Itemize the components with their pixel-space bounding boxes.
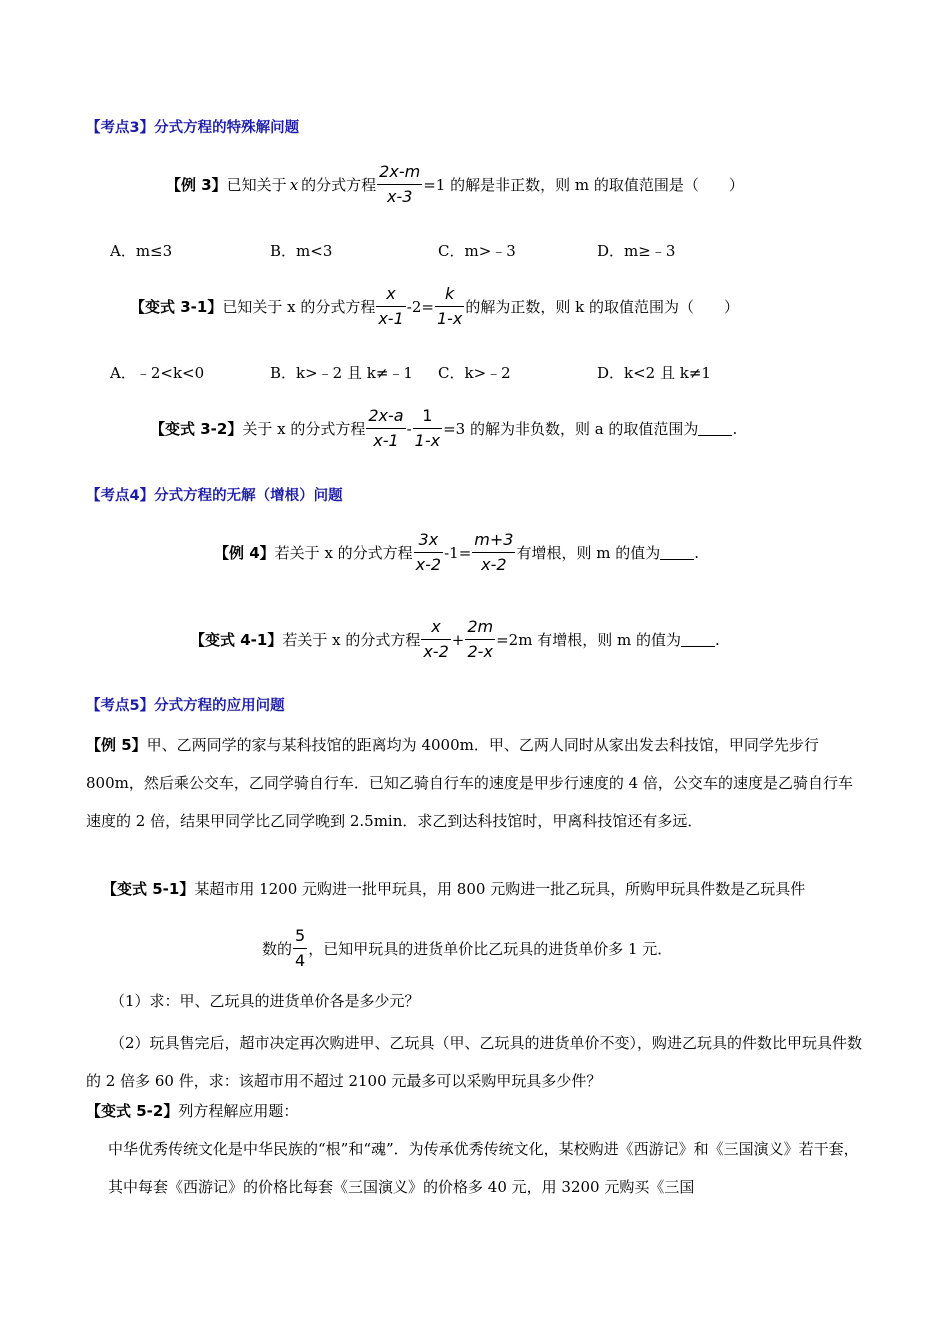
numerator: m+3: [472, 530, 515, 553]
numerator: 1: [413, 406, 442, 429]
numerator: 2m: [465, 617, 495, 640]
example-label: 【例 5】: [86, 736, 147, 754]
fraction: [465, 617, 495, 662]
denominator: x-2: [415, 555, 442, 574]
numerator: x: [376, 284, 405, 307]
section-title-k5: 【考点5】分式方程的应用问题: [86, 698, 285, 714]
variant-5-2: [86, 1096, 298, 1126]
variant-label: 【变式 5-2】: [86, 1102, 179, 1120]
example-label: 【例 3】: [166, 176, 227, 194]
text: =3 的解为非负数，则 a 的取值范围为: [443, 420, 699, 438]
option-d: D．k<2 且 k≠1: [597, 364, 711, 382]
fraction: [472, 530, 515, 575]
text: =1 的解是非正数，则 m 的取值范围是（ ）: [423, 176, 744, 194]
fraction: [366, 406, 405, 451]
example-5: [86, 726, 862, 840]
numerator: 2x-m: [377, 162, 422, 185]
option-a: A．m≤3: [110, 242, 173, 260]
fraction: [421, 617, 450, 662]
denominator: 4: [295, 951, 306, 970]
question-2: （2）玩具售完后，超市决定再次购进甲、乙玩具（甲、乙玩具的进货单价不变），购进乙玩具的件数比甲玩具件数的 2 倍多 60 件，求：该超市用不超过 2100 元最多可以采购甲玩具多少件？: [86, 1034, 863, 1090]
denominator: x-2: [423, 642, 449, 661]
problem-text: 甲、乙两同学的家与某科技馆的距离均为 4000m．甲、乙两人同时从家出发去科技馆，甲同学先步行 800m，然后乘公交车，乙同学骑自行车．已知乙骑自行车的速度是甲步行速度的 4 倍，公交车的速度是乙骑自行车速度的 2 倍，结果甲同学比乙同学晚到 2.5min．求乙到达科技馆时，甲离科技馆还有多远．: [86, 736, 853, 830]
variant-label: 【变式 3-1】: [130, 298, 223, 316]
answer-blank: [698, 421, 732, 436]
numerator: 5: [293, 926, 307, 949]
text: 已知关于: [226, 176, 287, 194]
var: x: [289, 175, 299, 194]
denominator: 1-x: [414, 431, 441, 450]
fraction: [413, 406, 442, 451]
question-1: （1）求：甲、乙玩具的进货单价各是多少元？: [110, 992, 420, 1010]
text: =2m 有增根，则 m 的值为: [496, 631, 681, 649]
variant-3-1: [130, 284, 739, 329]
denominator: x-3: [386, 187, 413, 206]
text: +: [451, 630, 465, 649]
option-a: A．﹣2<k<0: [110, 364, 205, 382]
fraction: [414, 530, 443, 575]
text: -: [406, 419, 412, 438]
answer-blank: [681, 632, 715, 647]
fraction: [435, 284, 464, 329]
variant-5-1-fraction-line: [262, 926, 672, 971]
intro-text: 列方程解应用题：: [178, 1102, 299, 1120]
variant-label: 【变式 5-1】: [102, 880, 195, 898]
answer-blank: [660, 545, 694, 560]
text: .: [732, 419, 738, 438]
fraction: [376, 284, 405, 329]
denominator: x-1: [373, 431, 399, 450]
problem-text: 中华优秀传统文化是中华民族的“根”和“魂”．为传承优秀传统文化，某校购进《西游记》和《三国演义》若干套，其中每套《西游记》的价格比每套《三国演义》的价格多 40 元，用 3200 元购买《三国: [108, 1140, 859, 1196]
variant-5-1: [102, 870, 862, 908]
example-label: 【例 4】: [214, 544, 275, 562]
problem-text: 某超市用 1200 元购进一批甲玩具，用 800 元购进一批乙玩具，所购甲玩具件数是乙玩具件: [194, 880, 806, 898]
text: 的分式方程: [301, 176, 377, 194]
denominator: 2-x: [467, 642, 493, 661]
text: ，已知甲玩具的进货单价比乙玩具的进货单价多 1 元．: [308, 940, 673, 958]
numerator: 2x-a: [366, 406, 405, 429]
denominator: x-1: [378, 309, 404, 328]
variant-label: 【变式 4-1】: [190, 631, 283, 649]
text: -2=: [406, 297, 434, 316]
text: 数的: [262, 940, 293, 958]
variant-3-2: [150, 406, 737, 451]
denominator: x-2: [481, 555, 507, 574]
option-b: B．m<3: [270, 242, 333, 260]
example-3: [166, 162, 744, 207]
numerator: x: [421, 617, 450, 640]
text: -1=: [444, 543, 472, 562]
option-c: C．m>﹣3: [438, 242, 516, 260]
text: 若关于 x 的分式方程: [274, 544, 413, 562]
text: 关于 x 的分式方程: [242, 420, 366, 438]
option-d: D．m≥﹣3: [597, 242, 676, 260]
text: 若关于 x 的分式方程: [282, 631, 421, 649]
text: 已知关于 x 的分式方程: [222, 298, 376, 316]
text: .: [694, 543, 699, 562]
numerator: k: [435, 284, 464, 307]
variant-4-1: [190, 617, 720, 662]
text: 的解为正数，则 k 的取值范围为（ ）: [465, 298, 739, 316]
denominator: 1-x: [436, 309, 463, 328]
text: 有增根，则 m 的值为: [516, 544, 661, 562]
section-title-k4: 【考点4】分式方程的无解（增根）问题: [86, 488, 343, 504]
option-c: C．k>﹣2: [438, 364, 511, 382]
fraction: [377, 162, 422, 207]
numerator: 3x: [414, 530, 443, 553]
fraction: [293, 926, 307, 971]
option-b: B．k>﹣2 且 k≠﹣1: [270, 364, 413, 382]
section-title-k3: 【考点3】分式方程的特殊解问题: [86, 120, 300, 136]
variant-label: 【变式 3-2】: [150, 420, 243, 438]
example-4: [214, 530, 699, 575]
text: .: [714, 630, 720, 649]
